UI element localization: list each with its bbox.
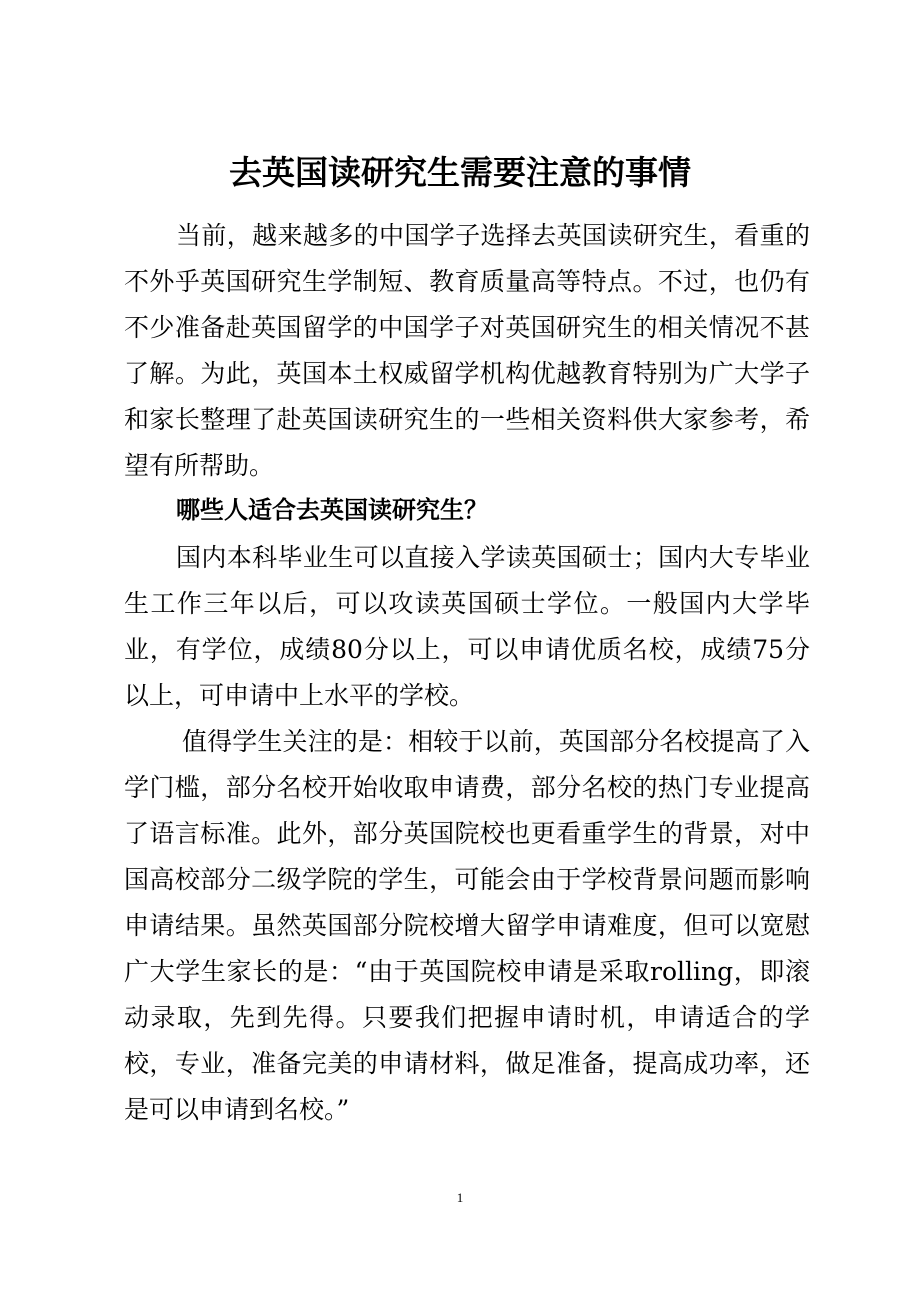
page-number: 1: [456, 1190, 464, 1205]
section-heading: 哪些人适合去英国读研究生？: [176, 496, 488, 524]
paragraph-eligibility: 国内本科毕业生可以直接入学读英国硕士；国内大专毕业生工作三年以后，可以攻读英国硕士学位。一般国内大学毕业，有学位，成绩80分以上，可以申请优质名校，成绩75分以上，可申请中上水平的学校。: [124, 543, 810, 710]
paragraph-notice: 值得学生关注的是：相较于以前，英国部分名校提高了入学门槛，部分名校开始收取申请费，部分名校的热门专业提高了语言标准。此外，部分英国院校也更看重学生的背景，对中国高校部分二级学院的学生，可能会由于学校背景问题而影响申请结果。虽然英国部分院校增大留学申请难度，但可以宽慰广大学生家长的是：“由于英国院校申请是采取rolling，即滚动录取，先到先得。只要我们把握申请时机，申请适合的学校，专业，准备完美的申请材料，做足准备，提高成功率，还是可以申请到名校。”: [124, 727, 810, 1124]
paragraph-intro: 当前，越来越多的中国学子选择去英国读研究生，看重的不外乎英国研究生学制短、教育质量高等特点。不过，也仍有不少准备赴英国留学的中国学子对英国研究生的相关情况不甚了解。为此，英国本土权威留学机构优越教育特别为广大学子和家长整理了赴英国读研究生的一些相关资料供大家参考，希望有所帮助。: [124, 221, 810, 480]
document-title: 去英国读研究生需要注意的事情: [229, 153, 691, 192]
